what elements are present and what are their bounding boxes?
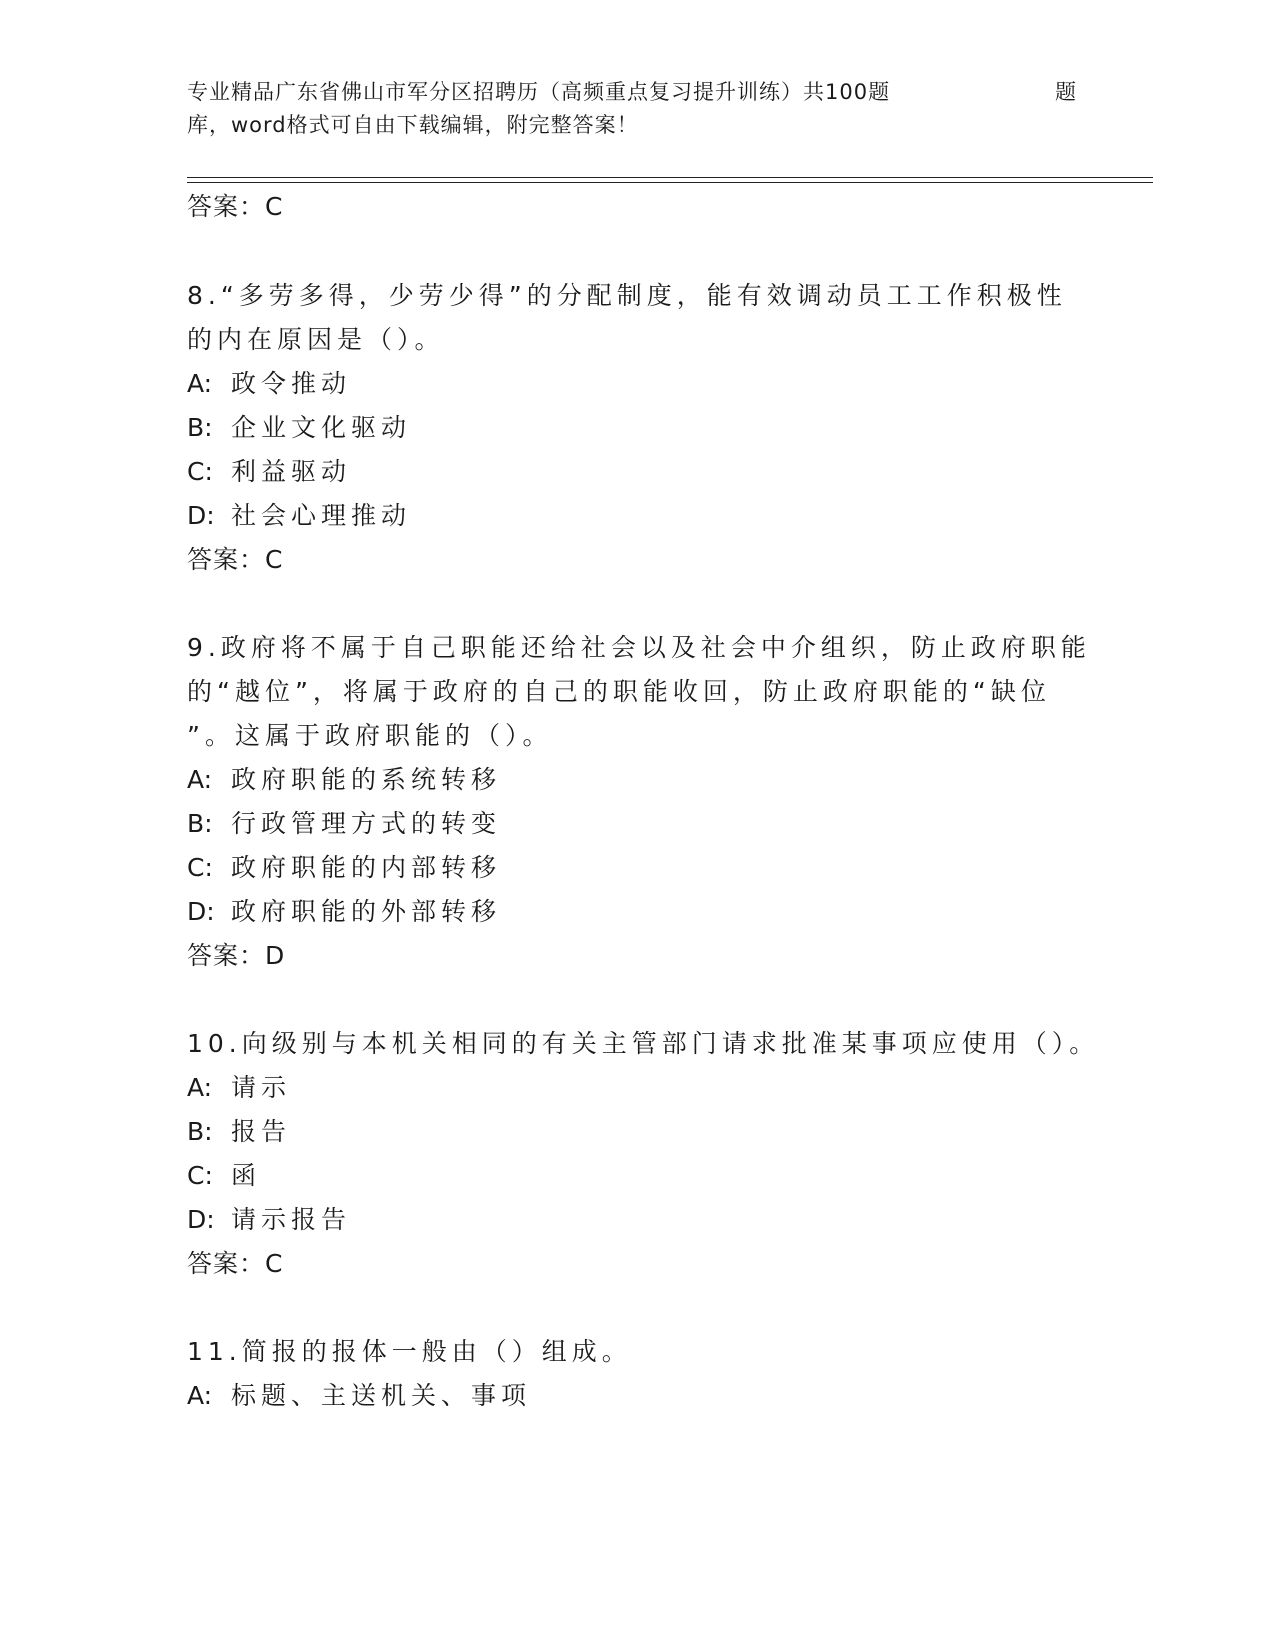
- question-10-option-d: [187, 1200, 351, 1236]
- question-8-answer: 答案：C: [187, 545, 284, 574]
- option-letter: C:: [187, 853, 213, 882]
- option-text: 政府职能的内部转移: [231, 853, 502, 882]
- option-letter: C:: [187, 1161, 213, 1190]
- option-letter: D:: [187, 897, 215, 926]
- option-letter: A:: [187, 1073, 213, 1102]
- page-header: [187, 76, 1087, 142]
- question-9-stem-line-3: ”。这属于政府职能的（）。: [187, 721, 553, 750]
- header-line-2: 库，word格式可自由下载编辑，附完整答案！: [187, 113, 639, 137]
- option-text: 请示报告: [231, 1205, 352, 1234]
- question-10-option-b: [187, 1112, 291, 1148]
- option-letter: D:: [187, 501, 215, 530]
- answer-previous: 答案：C: [187, 192, 284, 221]
- header-line-1: 专业精品广东省佛山市军分区招聘历（高频重点复习提升训练）共100题: [187, 80, 891, 104]
- option-text: 政府职能的系统转移: [231, 765, 502, 794]
- option-letter: B:: [187, 413, 213, 442]
- question-10-stem-line-1: 10.向级别与本机关相同的有关主管部门请求批准某事项应使用（）。: [187, 1029, 1100, 1058]
- option-letter: D:: [187, 1205, 215, 1234]
- option-text: 利益驱动: [231, 457, 352, 486]
- option-text: 政令推动: [231, 369, 352, 398]
- option-text: 行政管理方式的转变: [231, 809, 502, 838]
- option-text: 请示: [231, 1073, 292, 1102]
- question-8-option-a: [187, 364, 351, 400]
- question-10-answer: 答案：C: [187, 1249, 284, 1278]
- option-text: 政府职能的外部转移: [231, 897, 502, 926]
- question-9-stem-line-2: 的“越位”，将属于政府的自己的职能收回，防止政府职能的“缺位: [187, 677, 1051, 706]
- question-8-option-c: [187, 452, 351, 488]
- question-9-option-c: [187, 848, 501, 884]
- question-9-option-d: [187, 892, 501, 928]
- option-letter: B:: [187, 1117, 213, 1146]
- question-9-stem-line-1: 9.政府将不属于自己职能还给社会以及社会中介组织，防止政府职能: [187, 633, 1091, 662]
- question-11-stem-line-1: 11.简报的报体一般由（）组成。: [187, 1337, 632, 1366]
- question-10-option-c: [187, 1156, 261, 1192]
- question-10-option-a: [187, 1068, 291, 1104]
- header-divider-bottom: [187, 182, 1153, 183]
- question-8-option-d: [187, 496, 411, 532]
- option-letter: A:: [187, 369, 213, 398]
- question-11-option-a: [187, 1376, 531, 1412]
- option-text: 标题、主送机关、事项: [231, 1381, 532, 1410]
- option-text: 企业文化驱动: [231, 413, 412, 442]
- option-letter: A:: [187, 1381, 213, 1410]
- question-9-option-b: [187, 804, 501, 840]
- question-8-option-b: [187, 408, 411, 444]
- option-letter: C:: [187, 457, 213, 486]
- question-9-answer: 答案：D: [187, 941, 286, 970]
- question-8-stem-line-1: 8.“多劳多得，少劳少得”的分配制度，能有效调动员工工作积极性: [187, 281, 1067, 310]
- header-divider-top: [187, 177, 1153, 178]
- option-text: 报告: [231, 1117, 292, 1146]
- option-text: 社会心理推动: [231, 501, 412, 530]
- option-letter: B:: [187, 809, 213, 838]
- question-8-stem-line-2: 的内在原因是（）。: [187, 325, 445, 354]
- option-letter: A:: [187, 765, 213, 794]
- option-text: 函: [231, 1161, 262, 1190]
- header-line-1-tail: 题: [1055, 80, 1077, 104]
- question-9-option-a: [187, 760, 501, 796]
